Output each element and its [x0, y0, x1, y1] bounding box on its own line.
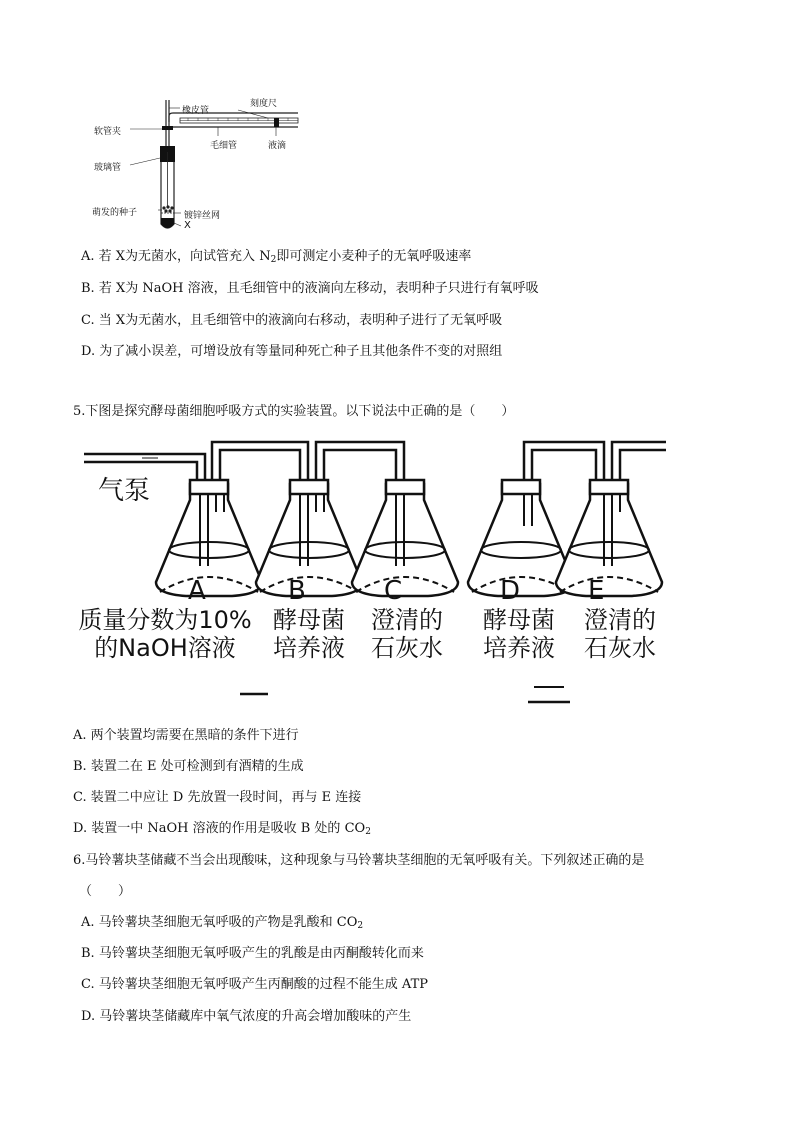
option-letter: B.: [81, 281, 95, 296]
q4-option-d: [81, 344, 502, 360]
q4-option-a: [81, 249, 471, 265]
option-text: 当 X为无菌水，且毛细管中的液滴向右移动，表明种子进行了无氧呼吸: [98, 313, 503, 328]
flask-b-caption: [264, 606, 354, 662]
q5-stem: 5.下图是探究酵母菌细胞呼吸方式的实验装置。以下说法中正确的是（ ）: [73, 404, 515, 419]
option-text: 两个装置均需要在黑暗的条件下进行: [90, 728, 299, 743]
q5-option-a: [73, 728, 299, 744]
subscript: 2: [270, 255, 277, 265]
pump-label: 气泵: [98, 476, 151, 506]
group-two-label: [92, 672, 93, 673]
option-letter: C.: [81, 313, 95, 328]
q4-option-c: [81, 313, 502, 329]
label-droplet: 液滴: [268, 141, 287, 151]
flask-letter-e: E: [588, 576, 605, 606]
q5-option-c: [73, 790, 361, 806]
caption-line: 酵母菌: [273, 606, 345, 634]
droplet-shape: [274, 118, 279, 127]
flask-e-caption: [572, 606, 668, 662]
label-seeds: 萌发的种子: [92, 208, 138, 218]
flask-letter-c: C: [384, 576, 403, 606]
caption-line: 质量分数为10%: [78, 606, 252, 634]
option-letter: A.: [81, 915, 95, 930]
q4-option-b: [81, 281, 539, 297]
caption-line: 的NaOH溶液: [94, 634, 236, 662]
option-text: 为了减小误差，可增设放有等量同种死亡种子且其他条件不变的对照组: [99, 344, 503, 359]
label-capillary: 毛细管: [210, 141, 238, 151]
subscript: 2: [357, 921, 364, 931]
option-letter: D.: [73, 821, 88, 836]
flask-d-caption: [474, 606, 564, 662]
option-text: 马铃薯块茎储藏库中氧气浓度的升高会增加酸味的产生: [99, 1009, 412, 1024]
group-one-label: [82, 672, 83, 673]
q5-option-d: [73, 821, 371, 837]
option-text: 即可测定小麦种子的无氧呼吸速率: [276, 249, 472, 264]
option-text: 若 X为 NaOH 溶液，且毛细管中的液滴向左移动，表明种子只进行有氧呼吸: [98, 281, 539, 296]
flask-a-caption: [72, 606, 258, 662]
flask-e: [556, 480, 662, 596]
label-rubber-tube: 橡皮管: [182, 106, 210, 116]
q6-option-b: [81, 946, 424, 962]
q6-option-c: [81, 977, 428, 993]
option-letter: C.: [73, 790, 87, 805]
flask-c: [352, 480, 458, 596]
caption-line: 石灰水: [584, 634, 656, 662]
flask-letter-d: D: [500, 576, 521, 606]
flask-letter-b: B: [288, 576, 306, 606]
subscript: 2: [365, 827, 371, 837]
caption-line: 澄清的: [584, 606, 656, 634]
flask-a: [156, 480, 262, 596]
option-text: 装置二在 E 处可检测到有酒精的生成: [90, 759, 304, 774]
option-text: 马铃薯块茎细胞无氧呼吸产生的乳酸是由丙酮酸转化而来: [98, 946, 424, 961]
option-text: 装置二中应让 D 先放置一段时间，再与 E 连接: [90, 790, 362, 805]
respirometer-figure: [88, 96, 308, 236]
label-glass-tube: 玻璃管: [94, 163, 122, 173]
option-letter: A.: [73, 728, 87, 743]
caption-line: 培养液: [483, 634, 555, 662]
option-letter: D.: [81, 344, 96, 359]
flask-letter-a: A: [188, 576, 206, 606]
caption-line: 酵母菌: [483, 606, 555, 634]
option-letter: C.: [81, 977, 95, 992]
label-hose-clamp: 软管夹: [94, 127, 122, 137]
option-letter: A.: [81, 249, 95, 264]
caption-line: 澄清的: [371, 606, 443, 634]
option-letter: B.: [73, 759, 87, 774]
caption-line: 培养液: [273, 634, 345, 662]
flask-c-caption: [362, 606, 452, 662]
label-x: X: [184, 220, 191, 231]
label-ruler: 刻度尺: [250, 99, 278, 109]
option-text: 马铃薯块茎细胞无氧呼吸的产物是乳酸和 CO: [98, 915, 358, 930]
q6-stem-line1: 6.马铃薯块茎储藏不当会出现酸味，这种现象与马铃薯块茎细胞的无氧呼吸有关。下列叙述正确的是: [73, 853, 645, 868]
flask-b: [256, 480, 362, 596]
option-letter: D.: [81, 1009, 96, 1024]
option-letter: B.: [81, 946, 95, 961]
option-text: 若 X为无菌水，向试管充入 N: [98, 249, 271, 264]
yeast-apparatus-figure: [72, 432, 672, 717]
q6-stem-line2: （ ）: [79, 884, 132, 899]
q5-option-b: [73, 759, 304, 775]
q6-option-d: [81, 1009, 411, 1025]
option-text: 装置一中 NaOH 溶液的作用是吸收 B 处的 CO: [91, 821, 366, 836]
label-wire-mesh: 镀锌丝网: [184, 211, 221, 221]
q6-option-a: [81, 915, 363, 931]
yeast-apparatus-diagram: [72, 432, 672, 717]
caption-line: 石灰水: [371, 634, 443, 662]
option-text: 马铃薯块茎细胞无氧呼吸产生丙酮酸的过程不能生成 ATP: [98, 977, 428, 992]
